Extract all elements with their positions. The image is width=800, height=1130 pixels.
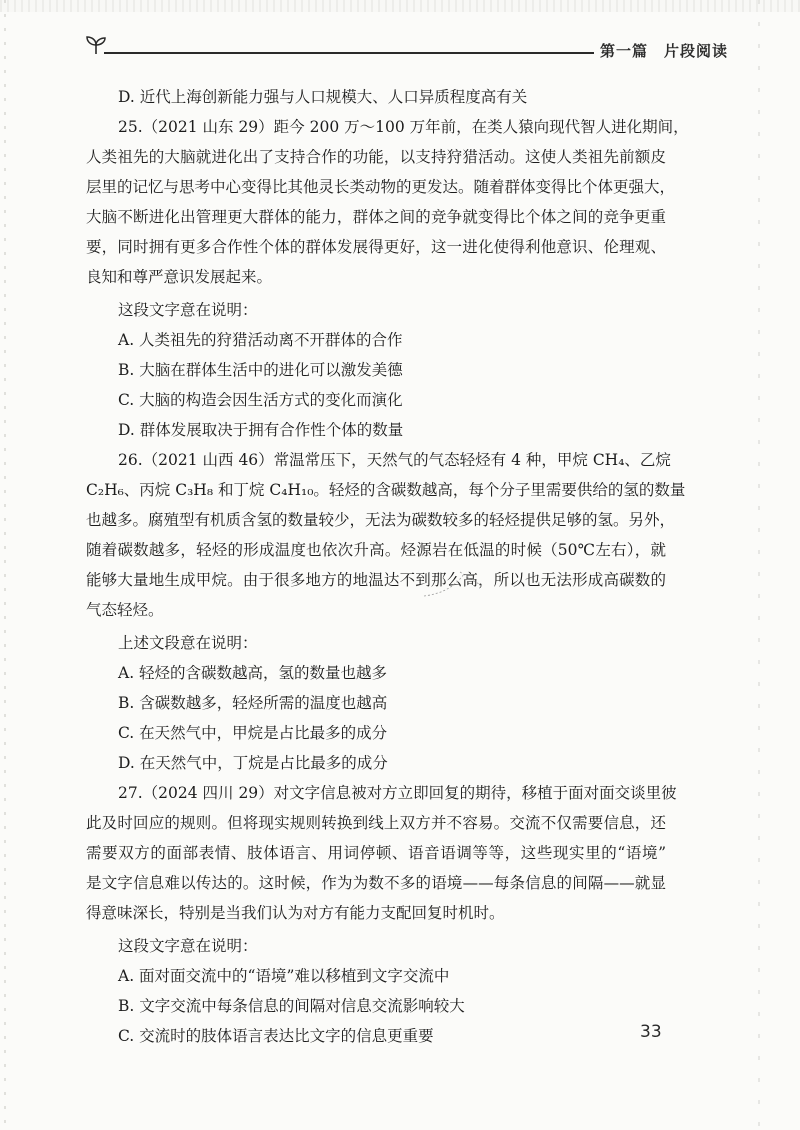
q25-stem-line: 大脑不断进化出管理更大群体的能力，群体之间的竞争就变得比个体之间的竞争更重	[86, 208, 666, 226]
question-27	[86, 778, 677, 1051]
question-26	[86, 445, 686, 778]
q27-stem-line: 需要双方的面部表情、肢体语言、用词停顿、语音语调等等，这些现实里的“语境”	[86, 844, 666, 862]
q26-option-b: B. 含碳数越多，轻烃所需的温度也越高	[118, 694, 388, 712]
q27-stem-line: 27.（2024 四川 29）对文字信息被对方立即回复的期待，移植于面对面交谈里彼	[118, 784, 677, 802]
q27-stem-line: 是文字信息难以传达的。这时候，作为为数不多的语境——每条信息的间隔——就显	[86, 874, 666, 892]
q25-option-a: A. 人类祖先的狩猎活动离不开群体的合作	[118, 331, 403, 349]
q27-stem-line: 此及时回应的规则。但将现实规则转换到线上双方并不容易。交流不仅需要信息，还	[86, 814, 666, 832]
q26-stem-line: 气态轻烃。	[86, 601, 164, 619]
q25-stem-line: 25.（2021 山东 29）距今 200 万～100 万年前，在类人猿向现代智人进化期间，	[118, 118, 689, 136]
q26-option-c: C. 在天然气中，甲烷是占比最多的成分	[118, 724, 388, 742]
q25-option-c: C. 大脑的构造会因生活方式的变化而演化	[118, 391, 403, 409]
question-25	[86, 112, 689, 445]
q25-prompt: 这段文字意在说明：	[118, 301, 258, 319]
header-rule	[104, 52, 594, 54]
q25-stem-line: 要，同时拥有更多合作性个体的群体发展得更好，这一进化使得利他意识、伦理观、	[86, 238, 666, 256]
q25-stem-line: 层里的记忆与思考中心变得比其他灵长类动物的更发达。随着群体变得比个体更强大，	[86, 178, 676, 196]
q25-option-b: B. 大脑在群体生活中的进化可以激发美德	[118, 361, 403, 379]
chapter-title: 第一篇 片段阅读	[600, 42, 729, 60]
q26-stem-line: 能够大量地生成甲烷。由于很多地方的地温达不到那么高，所以也无法形成高碳数的	[86, 571, 666, 589]
scan-edge-right	[758, 0, 760, 1130]
page-content	[86, 82, 689, 1051]
q27-stem-line: 得意味深长，特别是当我们认为对方有能力支配回复时机时。	[86, 904, 505, 922]
q27-option-c: C. 交流时的肢体语言表达比文字的信息更重要	[118, 1027, 434, 1045]
q26-stem-line: 26.（2021 山西 46）常温常压下，天然气的气态轻烃有 4 种，甲烷 CH₄、乙烷	[118, 451, 671, 469]
prev-question-option-d: D. 近代上海创新能力强与人口规模大、人口异质程度高有关	[118, 88, 528, 106]
page-number: 33	[640, 1022, 662, 1042]
q25-stem-line: 人类祖先的大脑就进化出了支持合作的功能，以支持狩猎活动。这使人类祖先前额皮	[86, 148, 666, 166]
q27-option-b: B. 文字交流中每条信息的间隔对信息交流影响较大	[118, 997, 465, 1015]
q26-prompt: 上述文段意在说明：	[118, 634, 258, 652]
q27-prompt: 这段文字意在说明：	[118, 937, 258, 955]
q26-option-d: D. 在天然气中，丁烷是占比最多的成分	[118, 754, 388, 772]
q25-option-d: D. 群体发展取决于拥有合作性个体的数量	[118, 421, 404, 439]
q27-option-a: A. 面对面交流中的“语境”难以移植到文字交流中	[118, 967, 450, 985]
pencil-mark	[420, 566, 490, 602]
q26-stem-line: 随着碳数越多，轻烃的形成温度也依次升高。烃源岩在低温的时候（50℃左右），就	[86, 541, 666, 559]
scan-edge-top	[0, 0, 800, 12]
scan-edge-left	[4, 0, 6, 1130]
q26-stem-line: C₂H₆、丙烷 C₃H₈ 和丁烷 C₄H₁₀。轻烃的含碳数越高，每个分子里需要供给的氢的数量	[86, 481, 686, 499]
q26-stem-line: 也越多。腐殖型有机质含氢的数量较少，无法为碳数较多的轻烃提供足够的氢。另外，	[86, 511, 676, 529]
q25-stem-line: 良知和尊严意识发展起来。	[86, 268, 273, 286]
running-header	[84, 34, 729, 64]
q26-option-a: A. 轻烃的含碳数越高，氢的数量也越多	[118, 664, 388, 682]
